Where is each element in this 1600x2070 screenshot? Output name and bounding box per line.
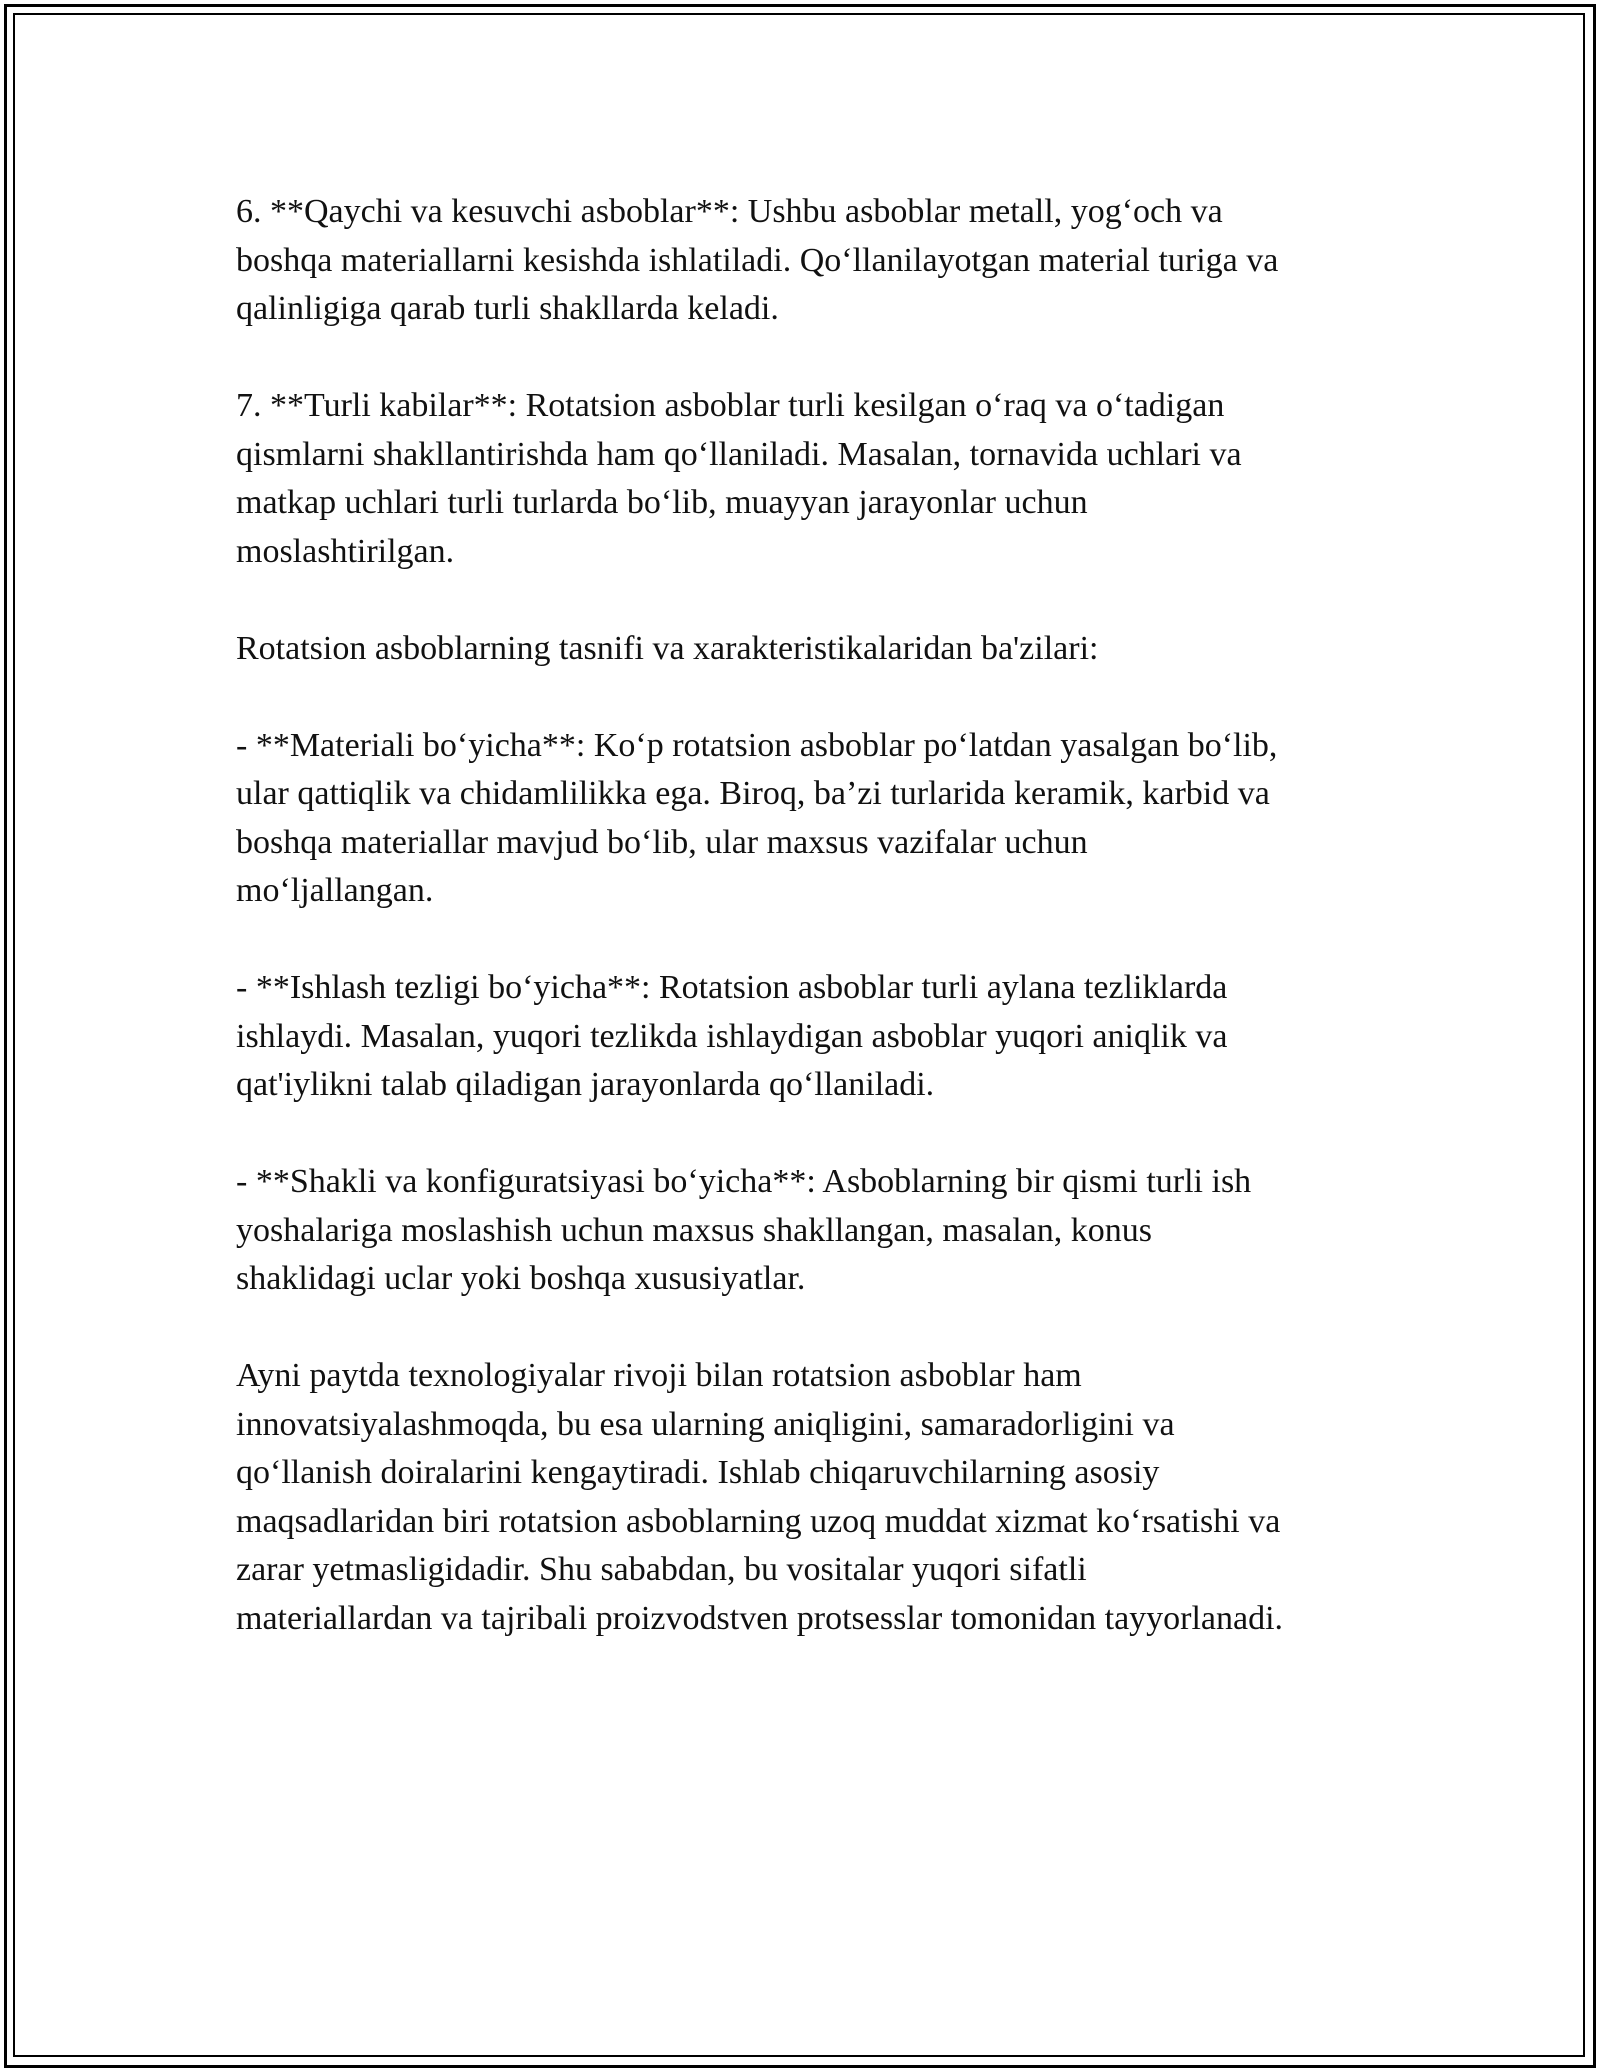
paragraph-conclusion: Ayni paytda texnologiyalar rivoji bilan rotatsion asboblar ham innovatsiyalashmoqda, bu esa ularning aniqligini, samaradorligini va qo‘llanish doiralarini kengaytiradi. Ishlab chiqaruvchilarning asosiy maqsadlaridan biri rotatsion asboblarning uzoq muddat xizmat ko‘rsatishi va zarar yetmasligidadir. Shu sababdan, bu vositalar yuqori sifatli materiallardan va tajribali proizvodstven protsesslar tomonidan tayyorlanadi. xyxy=(236,1357,1284,1637)
paragraph-by-shape-configuration: - **Shakli va konfiguratsiyasi bo‘yicha**: Asboblarning bir qismi turli ish yoshalariga moslashish uchun maxsus shakllangan, masalan, konus shaklidagi uclar yoki boshqa xususiyatlar. xyxy=(236,1163,1252,1297)
paragraph-classification-intro: Rotatsion asboblarning tasnifi va xarakteristikalaridan ba'zilari: xyxy=(236,629,1099,667)
paragraph-scissors-cutting-tools: 6. **Qaychi va kesuvchi asboblar**: Ushbu asboblar metall, yog‘och va boshqa materiallarni kesishda ishlatiladi. Qo‘llanilayotgan material turiga va qalinligiga qarab turli shakllarda keladi. xyxy=(236,193,1279,327)
paragraph-by-material: - **Materiali bo‘yicha**: Ko‘p rotatsion asboblar po‘latdan yasalgan bo‘lib, ular qattiqlik va chidamlilikka ega. Biroq, ba’zi turlarida keramik, karbid va boshqa materiallar mavjud bo‘lib, ular maxsus vazifalar uchun mo‘ljallangan. xyxy=(236,726,1278,909)
paragraph-various-types: 7. **Turli kabilar**: Rotatsion asboblar turli kesilgan o‘raq va o‘tadigan qismlarni shakllantirishda ham qo‘llaniladi. Masalan, tornavida uchlari va matkap uchlari turli turlarda bo‘lib, muayyan jarayonlar uchun moslashtirilgan. xyxy=(236,387,1242,570)
paragraph-by-working-speed: - **Ishlash tezligi bo‘yicha**: Rotatsion asboblar turli aylana tezliklarda ishlaydi. Masalan, yuqori tezlikda ishlaydigan asboblar yuqori aniqlik va qat'iylikni talab qiladigan jarayonlarda qo‘llaniladi. xyxy=(236,969,1228,1103)
document-body xyxy=(236,188,1386,1692)
